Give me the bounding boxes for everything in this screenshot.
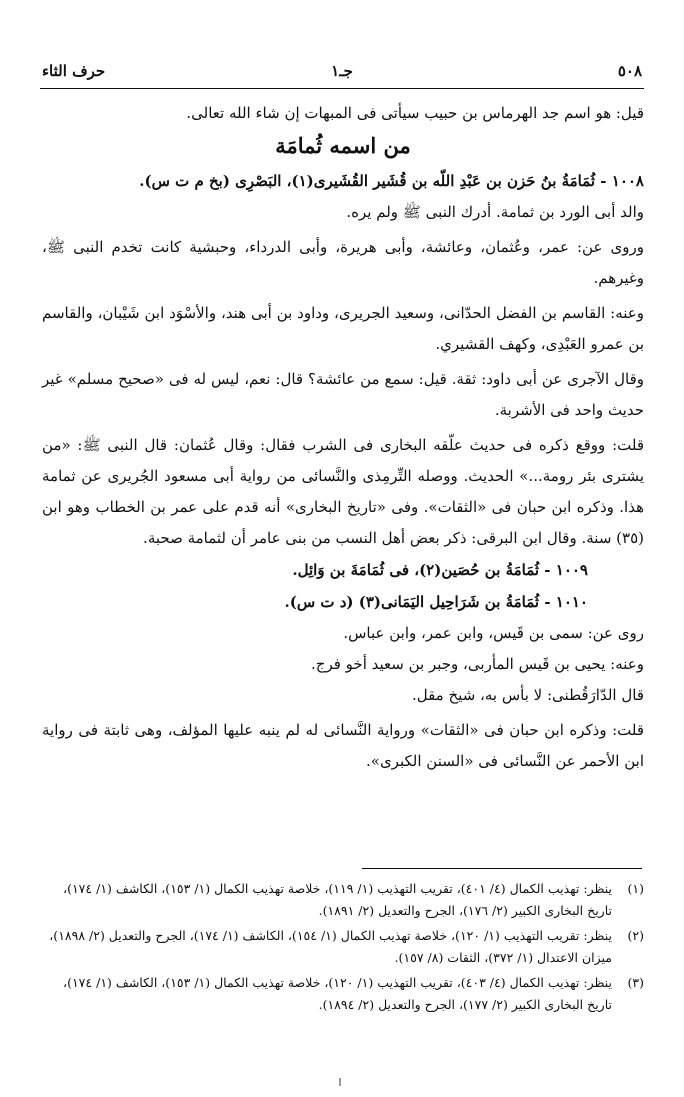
footnote-text: ينظر: تهذيب الكمال (٤/ ٤٠١)، تقريب التهذيب (١/ ١١٩)، خلاصة تهذيب الكمال (١/ ١٥٣)، الكاشف (١/ ١٧٤)، تاريخ البخارى الكبير (٢/ ١٧٦)، الجرح والتعديل (٢/ ١٨٩١). [63,881,612,918]
entry-1008-narrators: وعنه: القاسم بن الفضل الحدّانى، وسعيد الجريرى، وداود بن أبى هند، والأسْوَد ابن شَيْبان، والقاسم بن عمرو العَبْدِى، وكهف القشيري. [42,304,644,353]
entry-1008-line1: والد أبى الورد بن ثمامة. أدرك النبى ﷺ ولم يره. [346,203,644,221]
section-title: حرف الثاء [42,62,106,80]
entry-1009-heading: ١٠٠٩ - ثُمَامَةُ بن حُصَين(٢)، فى ثُمَامَةَ بن وَائِل. [292,561,588,579]
entry-1008-ajurri: وقال الآجرى عن أبى داود: ثقة. قيل: سمع من عائشة؟ قال: نعم، ليس له فى «صحيح مسلم» غير حديث واحد فى الأشربة. [42,370,644,419]
footnotes [40,878,644,1019]
entry-1008-heading: ١٠٠٨ - ثُمَامَةُ بنُ حَزن بن عَبْدِ اللّه بن قُشَير القُشَيرى(١)، البَصْرِى (بخ م ت س). [139,172,644,190]
entry-1010-heading: ١٠١٠ - ثُمَامَةُ بن شَرَاحِيل اليَمَانى(٣) (د ت س). [284,593,588,611]
header-rule [40,88,644,89]
chapter-title: من اسمه ثُمامَة [275,133,411,158]
footnote-1 [40,878,644,922]
entry-1010-narrated-from: روى عن: سمى بن قَيس، وابن عمر، وابن عباس. [343,624,644,642]
intro-paragraph: قيل: هو اسم جد الهرماس بن حبيب سيأتى فى المبهات إن شاء الله تعالى. [186,104,644,122]
running-header [42,60,642,86]
entry-1008-narrated-from: وروى عن: عمر، وعُثمان، وعائشة، وأبى هريرة، وأبى الدرداء، وحبشية كانت تخدم النبى ﷺ، وغيرهم. [42,238,644,287]
footnote-text: ينظر: تقريب التهذيب (١/ ١٢٠)، خلاصة تهذيب الكمال (١/ ١٥٤)، الكاشف (١/ ١٧٤)، الجرح والتعديل (٢/ ١٨٩٨)، ميزان الاعتدال (١/ ٣٧٢)، الثقات (٨/ ١٥٧). [49,928,612,965]
entry-1010-qultu: قلت: وذكره ابن حبان فى «الثقات» ورواية النَّسائى له لم ينبه عليها المؤلف، وهى ثابتة فى رواية ابن الأحمر عن النَّسائى فى «السنن الكبرى». [42,721,644,770]
footnote-3 [40,972,644,1016]
entry-1010-daraqutni: قال الدّارَقُطنى: لا بأس به، شيخ مقل. [411,686,644,704]
volume-label: جـ١ [331,62,353,80]
page-number: ٥٠٨ [617,62,642,80]
footnote-number: (٢) [627,928,644,943]
entry-1008-qultu: قلت: ووقع ذكره فى حديث علّقه البخارى فى الشرب فقال: وقال عُثمان: قال النبى ﷺ: «من يشترى بئر رومة...» الحديث. ووصله التِّرمِذى والنَّسائى من رواية أبى مسعود الجُريرى عن ثمامة هذا. وذكره ابن حبان فى «الثقات». وفى «تاريخ البخارى» أنه قدم على عمر بن الخطاب وهو ابن (٣٥) سنة. وقال ابن البرقى: ذكر بعض أهل النسب من بنى عامر أن لثمامة صحبة. [42,436,644,547]
footnote-2 [40,925,644,969]
main-text [42,98,644,777]
footnote-rule [362,868,642,869]
footnote-number: (٣) [627,975,644,990]
footnote-number: (١) [627,881,644,896]
entry-1010-narrators: وعنه: يحيى بن قَيس المأربى، وجبر بن سعيد أخو فرج. [311,655,644,673]
footnote-text: ينظر: تهذيب الكمال (٤/ ٤٠٣)، تقريب التهذيب (١/ ١٢٠)، خلاصة تهذيب الكمال (١/ ١٥٣)، الكاشف (١/ ١٧٤)، تاريخ البخارى الكبير (٢/ ١٧٧)، الجرح والتعديل (٢/ ١٨٩٤). [63,975,612,1012]
page-edge-mark [339,1078,341,1086]
